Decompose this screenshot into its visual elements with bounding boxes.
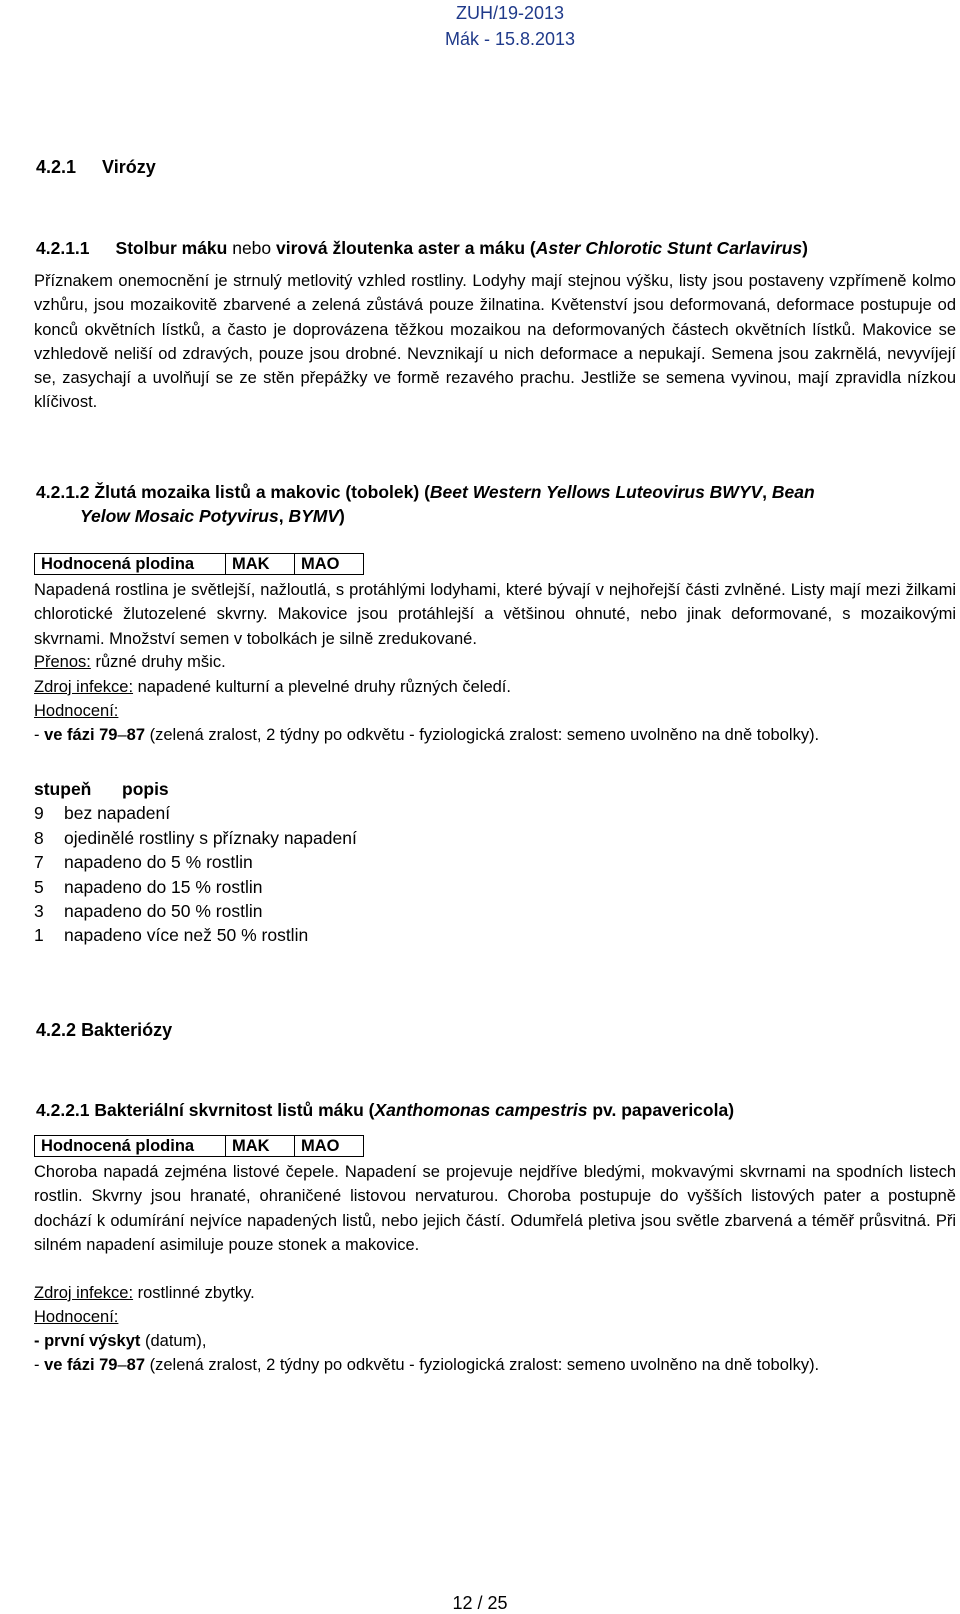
section-number: 4.2.2.1 bbox=[36, 1100, 90, 1120]
crop-table bbox=[34, 1135, 364, 1157]
prenos-line: Přenos: různé druhy mšic. bbox=[34, 653, 226, 671]
section-title: Bakteriózy bbox=[81, 1020, 173, 1040]
scale-row: 1 napadeno více než 50 % rostlin bbox=[34, 925, 309, 946]
crop-mao: MAO bbox=[295, 1136, 364, 1157]
scale-row: 3 napadeno do 50 % rostlin bbox=[34, 901, 263, 922]
first-occurrence-line: - první výskyt (datum), bbox=[34, 1332, 207, 1350]
crop-table bbox=[34, 553, 364, 575]
crop-mak: MAK bbox=[226, 1136, 295, 1157]
scale-header: stupeň popis bbox=[34, 779, 169, 799]
phase-line: - ve fázi 79–87 (zelená zralost, 2 týdny po odkvětu - fyziologická zralost: semeno uvolněno na dně tobolky). bbox=[34, 1356, 820, 1374]
section-heading-4-2-2-1: 4.2.2.1 Bakteriální skvrnitost listů máku (Xanthomonas campestris pv. papavericola) bbox=[36, 1100, 735, 1120]
crop-label: Hodnocená plodina bbox=[35, 554, 226, 575]
crop-label: Hodnocená plodina bbox=[35, 1136, 226, 1157]
scale-row: 8 ojedinělé rostliny s příznaky napadení bbox=[34, 827, 357, 848]
section-heading-4-2-1-1: 4.2.1.1 Stolbur máku nebo virová žloutenka aster a máku (Aster Chlorotic Stunt Carlavirus) bbox=[36, 238, 808, 258]
hodnoceni-label: Hodnocení: bbox=[34, 702, 119, 720]
paragraph-stolbur: Příznakem onemocnění je strnulý metlovitý vzhled rostliny. Lodyhy mají stejnou výšku, listy jsou postaveny vzpřímeně kolmo vzhůru, jsou mozaikovitě zbarvené a zelená zůstává pouze žilnatina. Květenství jsou deformovaná, deformace postupuje od konců okvětních lístků, a často je doprovázena těžkou mozaikou na deformovaných částech okvětních lístků. Makovice se vzhledově neliší od zdravých, pouze jsou drobné. Nevznikají u nich deformace a nepukají. Semena jsou zakrnělá, nevyvíjejí se, zasychají a uvolňují se ze stěn přepážky ve formě rezavého prachu. Jestliže se semena vyvinou, mají zpravidla nízkou klíčivost. bbox=[34, 272, 956, 412]
zdroj-line: Zdroj infekce: rostlinné zbytky. bbox=[34, 1284, 255, 1302]
section-title: Virózy bbox=[102, 157, 156, 177]
author-date: Mák - 15.8.2013 bbox=[444, 29, 576, 49]
crop-mao: MAO bbox=[295, 554, 364, 575]
scale-row: 7 napadeno do 5 % rostlin bbox=[34, 852, 253, 873]
phase-line: - ve fázi 79–87 (zelená zralost, 2 týdny po odkvětu - fyziologická zralost: semeno uvolněno na dně tobolky). bbox=[34, 726, 820, 744]
section-number: 4.2.1.1 bbox=[36, 238, 90, 258]
zdroj-line: Zdroj infekce: napadené kulturní a plevelné druhy různých čeledí. bbox=[34, 678, 511, 696]
section-number: 4.2.1.2 bbox=[36, 482, 90, 502]
paragraph-zluta-mozaika: Napadená rostlina je světlejší, nažloutlá, s protáhlými lodyhami, které bývají v nejhořejší části zvlněné. Listy mají mezi žilkami chlorotické žlutozelené skvrny. Makovice jsou protáhlejší a většinou ohnuté, nebo jinak deformované, s mozaikovými skvrnami. Množství semen v tobolkách je silně zredukované. bbox=[34, 581, 956, 648]
section-heading-4-2-1 bbox=[36, 157, 156, 178]
hodnoceni-label: Hodnocení: bbox=[34, 1308, 119, 1326]
section-heading-4-2-1-2: 4.2.1.2 Žlutá mozaika listů a makovic (tobolek) (Beet Western Yellows Luteovirus BWYV, Bean Yelow Mosaic Potyvirus, BYMV) bbox=[36, 482, 815, 526]
crop-mak: MAK bbox=[226, 554, 295, 575]
section-number: 4.2.1 bbox=[36, 157, 77, 177]
page-number: 12 / 25 bbox=[452, 1593, 508, 1613]
scale-row: 5 napadeno do 15 % rostlin bbox=[34, 876, 263, 897]
section-number: 4.2.2 bbox=[36, 1020, 77, 1040]
page-header bbox=[360, 0, 660, 52]
scale-row: 9 bez napadení bbox=[34, 803, 171, 824]
paragraph-bakterialni: Choroba napadá zejména listové čepele. Napadení se projevuje nejdříve bledými, mokvavými skvrnami na spodních listech rostlin. Skvrny jsou hranaté, ohraničené listovou nervaturou. Choroba postupuje do vyšších listových pater a postupně dochází k odumírání nejvíce napadených listů, nebo jejich částí. Odumřelá pletiva jsou světle zbarvená a téměř průsvitná. Při silném napadení asimiluje pouze stonek a makovice. bbox=[34, 1163, 956, 1254]
section-heading-4-2-2 bbox=[36, 1020, 172, 1041]
rating-scale bbox=[34, 777, 357, 948]
document-id: ZUH/19-2013 bbox=[455, 3, 565, 23]
